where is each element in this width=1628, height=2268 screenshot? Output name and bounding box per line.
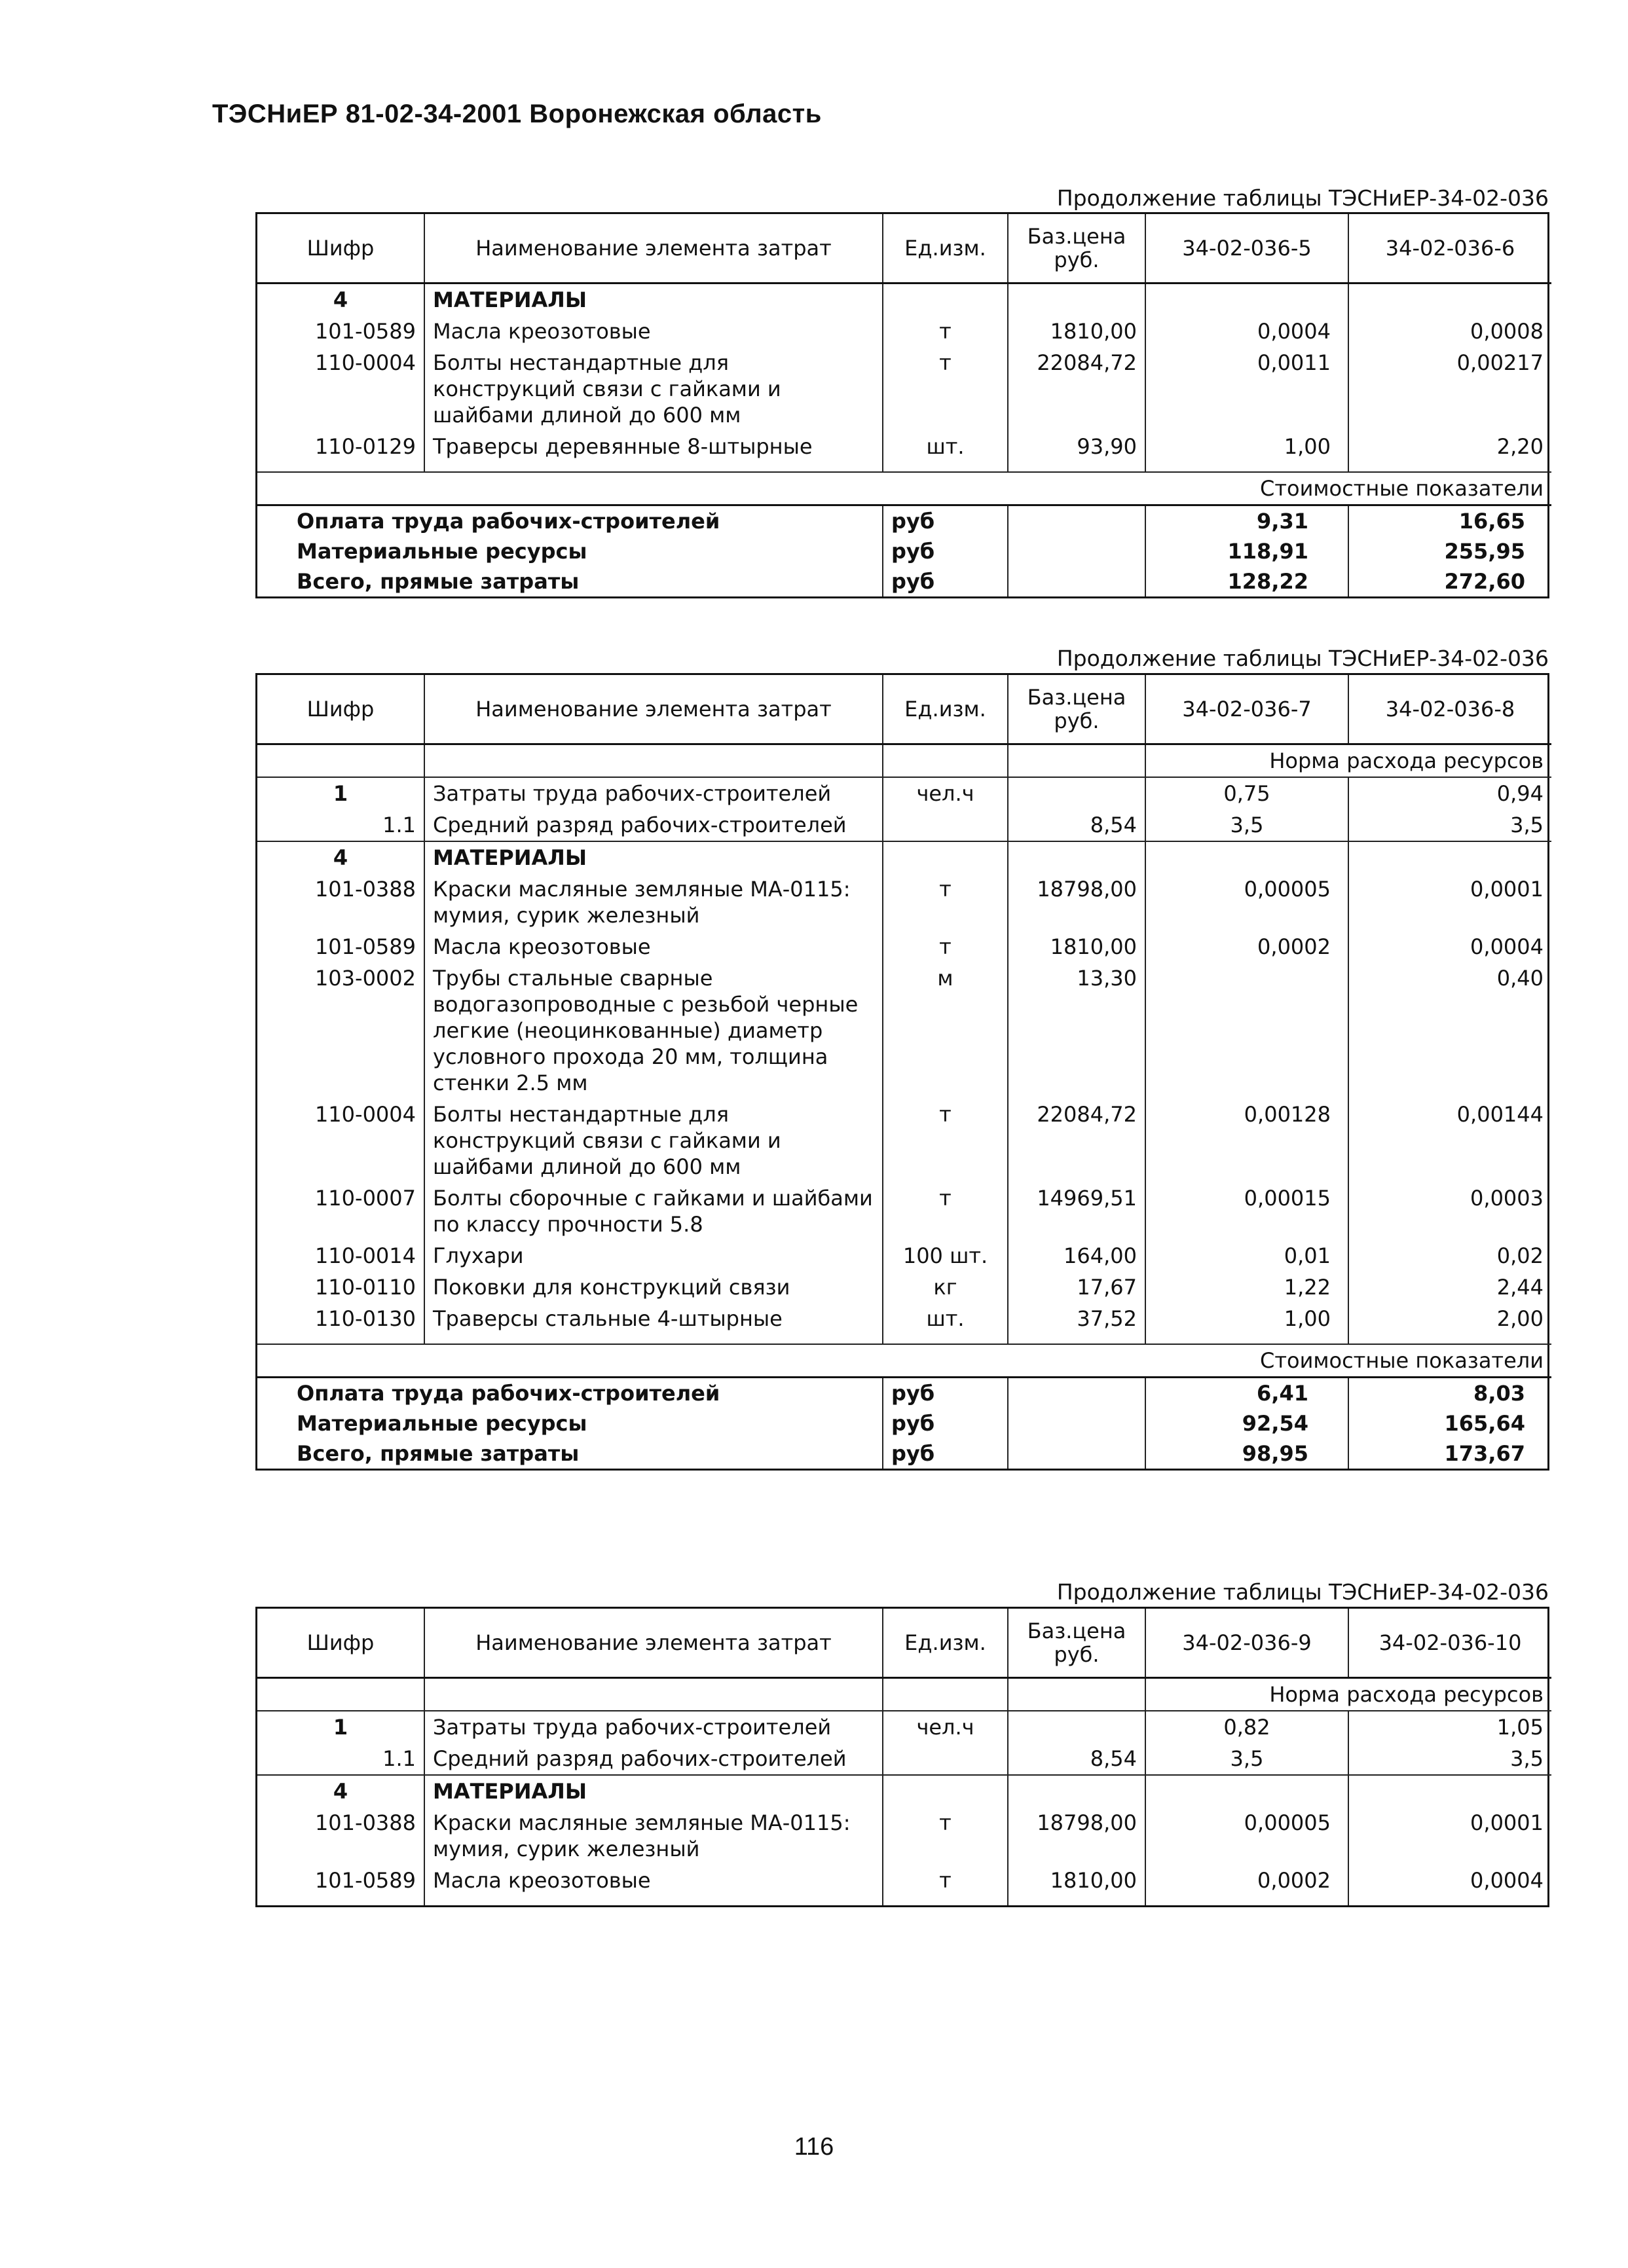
table-row [257, 777, 1551, 809]
row-price: 18798,00 [1008, 1807, 1145, 1865]
row-rate-2: 0,02 [1348, 1240, 1551, 1271]
summary-rate-2: 16,65 [1348, 505, 1551, 537]
row-rate-1: 1,00 [1145, 1303, 1348, 1334]
summary-rate-1: 9,31 [1145, 505, 1348, 537]
table-row [257, 1865, 1551, 1896]
table-row [257, 1240, 1551, 1271]
row-unit: т [883, 931, 1008, 962]
section-row [257, 284, 1551, 316]
summary-label: Материальные ресурсы [257, 536, 883, 566]
column-header-price: Баз.цена руб. [1008, 675, 1145, 744]
rates-table [257, 1609, 1551, 1905]
row-price: 1810,00 [1008, 316, 1145, 347]
row-unit: т [883, 1182, 1008, 1240]
section-row [257, 1775, 1551, 1807]
column-header-unit: Ед.изм. [883, 214, 1008, 284]
row-name: Болты сборочные с гайками и шайбами по классу прочности 5.8 [424, 1182, 883, 1240]
row-name: Средний разряд рабочих-строителей [424, 809, 883, 841]
table-row [257, 962, 1551, 1099]
column-header-price: Баз.цена руб. [1008, 214, 1145, 284]
column-header-code: Шифр [257, 675, 424, 744]
row-rate-2: 0,00144 [1348, 1099, 1551, 1182]
column-header-name: Наименование элемента затрат [424, 214, 883, 284]
table-header-row [257, 675, 1551, 744]
cost-label: Стоимостные показатели [257, 472, 1551, 505]
row-rate-2: 3,5 [1348, 1743, 1551, 1775]
table-row [257, 1303, 1551, 1334]
summary-unit: руб [883, 1378, 1008, 1409]
cost-label-row [257, 1344, 1551, 1378]
section-code: 4 [257, 1775, 424, 1807]
table-row [257, 1711, 1551, 1743]
row-rate-1: 0,0004 [1145, 316, 1348, 347]
row-name: Траверсы стальные 4-штырные [424, 1303, 883, 1334]
column-header-price: Баз.цена руб. [1008, 1609, 1145, 1678]
row-code: 110-0110 [257, 1271, 424, 1303]
column-header-unit: Ед.изм. [883, 1609, 1008, 1678]
row-price: 37,52 [1008, 1303, 1145, 1334]
row-unit: шт. [883, 1303, 1008, 1334]
row-code: 1.1 [257, 1743, 424, 1775]
row-name: Краски масляные земляные МА-0115: мумия, сурик железный [424, 873, 883, 931]
row-rate-1: 0,00005 [1145, 1807, 1348, 1865]
summary-label: Оплата труда рабочих-строителей [257, 1378, 883, 1409]
row-code: 103-0002 [257, 962, 424, 1099]
table-rates-9-10 [255, 1607, 1549, 1907]
row-rate-1: 3,5 [1145, 1743, 1348, 1775]
summary-rate-2: 165,64 [1348, 1408, 1551, 1438]
row-rate-2: 0,40 [1348, 962, 1551, 1099]
row-rate-1: 0,01 [1145, 1240, 1348, 1271]
row-code: 110-0004 [257, 1099, 424, 1182]
table-row [257, 1271, 1551, 1303]
row-name: Затраты труда рабочих-строителей [424, 777, 883, 809]
summary-unit: руб [883, 536, 1008, 566]
column-header-unit: Ед.изм. [883, 675, 1008, 744]
row-code: 101-0589 [257, 1865, 424, 1896]
table-rates-7-8 [255, 673, 1549, 1471]
section-title: МАТЕРИАЛЫ [424, 1775, 883, 1807]
column-header-name: Наименование элемента затрат [424, 675, 883, 744]
row-name: Масла креозотовые [424, 316, 883, 347]
row-price: 22084,72 [1008, 1099, 1145, 1182]
section-title: МАТЕРИАЛЫ [424, 841, 883, 873]
row-code: 1 [257, 1711, 424, 1743]
summary-label: Оплата труда рабочих-строителей [257, 505, 883, 537]
summary-rate-1: 6,41 [1145, 1378, 1348, 1409]
summary-rate-2: 173,67 [1348, 1438, 1551, 1469]
row-rate-2: 0,0001 [1348, 873, 1551, 931]
row-rate-1: 3,5 [1145, 809, 1348, 841]
section-code: 4 [257, 284, 424, 316]
row-rate-1: 0,75 [1145, 777, 1348, 809]
row-name: Трубы стальные сварные водогазопроводные с резьбой черные легкие (неоцинкованные) диаметр условного прохода 20 мм, толщина стенки 2.5 мм [424, 962, 883, 1099]
summary-rate-1: 118,91 [1145, 536, 1348, 566]
row-name: Масла креозотовые [424, 1865, 883, 1896]
row-rate-2: 0,0003 [1348, 1182, 1551, 1240]
row-rate-2: 0,00217 [1348, 347, 1551, 431]
row-price: 18798,00 [1008, 873, 1145, 931]
row-rate-1: 0,00128 [1145, 1099, 1348, 1182]
column-header-rate-1: 34-02-036-5 [1145, 214, 1348, 284]
table-caption: Продолжение таблицы ТЭСНиЕР-34-02-036 [1056, 185, 1549, 211]
row-unit: чел.ч [883, 777, 1008, 809]
row-unit: шт. [883, 431, 1008, 462]
row-rate-1: 1,22 [1145, 1271, 1348, 1303]
summary-label: Всего, прямые затраты [257, 566, 883, 596]
table-row [257, 1099, 1551, 1182]
row-price [1008, 1711, 1145, 1743]
row-name: Средний разряд рабочих-строителей [424, 1743, 883, 1775]
row-rate-1: 0,00015 [1145, 1182, 1348, 1240]
summary-unit: руб [883, 1408, 1008, 1438]
row-name: Траверсы деревянные 8-штырные [424, 431, 883, 462]
document-title: ТЭСНиЕР 81-02-34-2001 Воронежская область [212, 100, 822, 128]
row-price: 164,00 [1008, 1240, 1145, 1271]
row-code: 110-0130 [257, 1303, 424, 1334]
summary-rate-1: 98,95 [1145, 1438, 1348, 1469]
row-price: 8,54 [1008, 1743, 1145, 1775]
row-rate-2: 0,94 [1348, 777, 1551, 809]
rates-table [257, 675, 1551, 1469]
row-code: 1 [257, 777, 424, 809]
row-rate-2: 0,0004 [1348, 1865, 1551, 1896]
row-rate-2: 3,5 [1348, 809, 1551, 841]
column-header-rate-2: 34-02-036-6 [1348, 214, 1551, 284]
row-unit: т [883, 1807, 1008, 1865]
summary-label: Материальные ресурсы [257, 1408, 883, 1438]
table-caption: Продолжение таблицы ТЭСНиЕР-34-02-036 [1056, 646, 1549, 671]
row-unit: т [883, 1865, 1008, 1896]
row-price: 22084,72 [1008, 347, 1145, 431]
summary-rate-2: 255,95 [1348, 536, 1551, 566]
cost-label: Стоимостные показатели [257, 1344, 1551, 1378]
summary-row [257, 1378, 1551, 1409]
table-row [257, 809, 1551, 841]
row-name: Поковки для конструкций связи [424, 1271, 883, 1303]
norm-label-row [257, 1678, 1551, 1711]
summary-rate-2: 8,03 [1348, 1378, 1551, 1409]
table-row [257, 873, 1551, 931]
table-caption: Продолжение таблицы ТЭСНиЕР-34-02-036 [1056, 1579, 1549, 1605]
table-row [257, 316, 1551, 347]
table-header-row [257, 1609, 1551, 1678]
row-code: 110-0004 [257, 347, 424, 431]
row-unit: 100 шт. [883, 1240, 1008, 1271]
column-header-rate-2: 34-02-036-8 [1348, 675, 1551, 744]
row-unit: т [883, 347, 1008, 431]
row-rate-1: 0,00005 [1145, 873, 1348, 931]
section-row [257, 841, 1551, 873]
row-name: Затраты труда рабочих-строителей [424, 1711, 883, 1743]
column-header-code: Шифр [257, 1609, 424, 1678]
column-header-rate-1: 34-02-036-9 [1145, 1609, 1348, 1678]
row-price: 17,67 [1008, 1271, 1145, 1303]
norm-label-row [257, 744, 1551, 778]
table-rates-5-6 [255, 212, 1549, 598]
summary-row [257, 1438, 1551, 1469]
row-rate-1: 0,0002 [1145, 1865, 1348, 1896]
table-row [257, 931, 1551, 962]
row-code: 101-0388 [257, 873, 424, 931]
row-unit: т [883, 316, 1008, 347]
row-price: 93,90 [1008, 431, 1145, 462]
row-rate-2: 0,0004 [1348, 931, 1551, 962]
table-row [257, 347, 1551, 431]
row-code: 101-0388 [257, 1807, 424, 1865]
summary-row [257, 1408, 1551, 1438]
row-price: 8,54 [1008, 809, 1145, 841]
row-rate-2: 0,0001 [1348, 1807, 1551, 1865]
row-code: 101-0589 [257, 316, 424, 347]
row-price: 14969,51 [1008, 1182, 1145, 1240]
table-header-row [257, 214, 1551, 284]
row-name: Глухари [424, 1240, 883, 1271]
table-row [257, 431, 1551, 462]
summary-rate-1: 92,54 [1145, 1408, 1348, 1438]
row-code: 110-0007 [257, 1182, 424, 1240]
row-rate-2: 2,00 [1348, 1303, 1551, 1334]
column-header-code: Шифр [257, 214, 424, 284]
row-unit: т [883, 873, 1008, 931]
summary-unit: руб [883, 566, 1008, 596]
summary-row [257, 505, 1551, 537]
column-header-rate-1: 34-02-036-7 [1145, 675, 1348, 744]
row-rate-1: 0,0002 [1145, 931, 1348, 962]
row-unit: кг [883, 1271, 1008, 1303]
table-row [257, 1743, 1551, 1775]
row-code: 101-0589 [257, 931, 424, 962]
summary-rate-1: 128,22 [1145, 566, 1348, 596]
row-rate-2: 2,44 [1348, 1271, 1551, 1303]
table-row [257, 1807, 1551, 1865]
row-name: Масла креозотовые [424, 931, 883, 962]
cost-label-row [257, 472, 1551, 505]
row-rate-1 [1145, 962, 1348, 1099]
row-code: 110-0014 [257, 1240, 424, 1271]
row-name: Краски масляные земляные МА-0115: мумия, сурик железный [424, 1807, 883, 1865]
row-rate-1: 0,0011 [1145, 347, 1348, 431]
row-price [1008, 777, 1145, 809]
table-row [257, 1182, 1551, 1240]
row-unit [883, 1743, 1008, 1775]
summary-label: Всего, прямые затраты [257, 1438, 883, 1469]
row-unit [883, 809, 1008, 841]
row-unit: т [883, 1099, 1008, 1182]
row-name: Болты нестандартные для конструкций связи с гайками и шайбами длиной до 600 мм [424, 1099, 883, 1182]
section-code: 4 [257, 841, 424, 873]
page-number: 116 [794, 2133, 834, 2161]
norm-label: Норма расхода ресурсов [1145, 744, 1551, 778]
norm-label: Норма расхода ресурсов [1145, 1678, 1551, 1711]
row-unit: м [883, 962, 1008, 1099]
column-header-name: Наименование элемента затрат [424, 1609, 883, 1678]
rates-table [257, 214, 1551, 596]
row-price: 13,30 [1008, 962, 1145, 1099]
row-price: 1810,00 [1008, 1865, 1145, 1896]
summary-rate-2: 272,60 [1348, 566, 1551, 596]
row-name: Болты нестандартные для конструкций связи с гайками и шайбами длиной до 600 мм [424, 347, 883, 431]
summary-unit: руб [883, 1438, 1008, 1469]
row-code: 1.1 [257, 809, 424, 841]
summary-row [257, 536, 1551, 566]
row-unit: чел.ч [883, 1711, 1008, 1743]
row-rate-1: 0,82 [1145, 1711, 1348, 1743]
section-title: МАТЕРИАЛЫ [424, 284, 883, 316]
column-header-rate-2: 34-02-036-10 [1348, 1609, 1551, 1678]
row-rate-1: 1,00 [1145, 431, 1348, 462]
row-code: 110-0129 [257, 431, 424, 462]
row-rate-2: 0,0008 [1348, 316, 1551, 347]
row-price: 1810,00 [1008, 931, 1145, 962]
summary-unit: руб [883, 505, 1008, 537]
summary-row [257, 566, 1551, 596]
row-rate-2: 2,20 [1348, 431, 1551, 462]
row-rate-2: 1,05 [1348, 1711, 1551, 1743]
